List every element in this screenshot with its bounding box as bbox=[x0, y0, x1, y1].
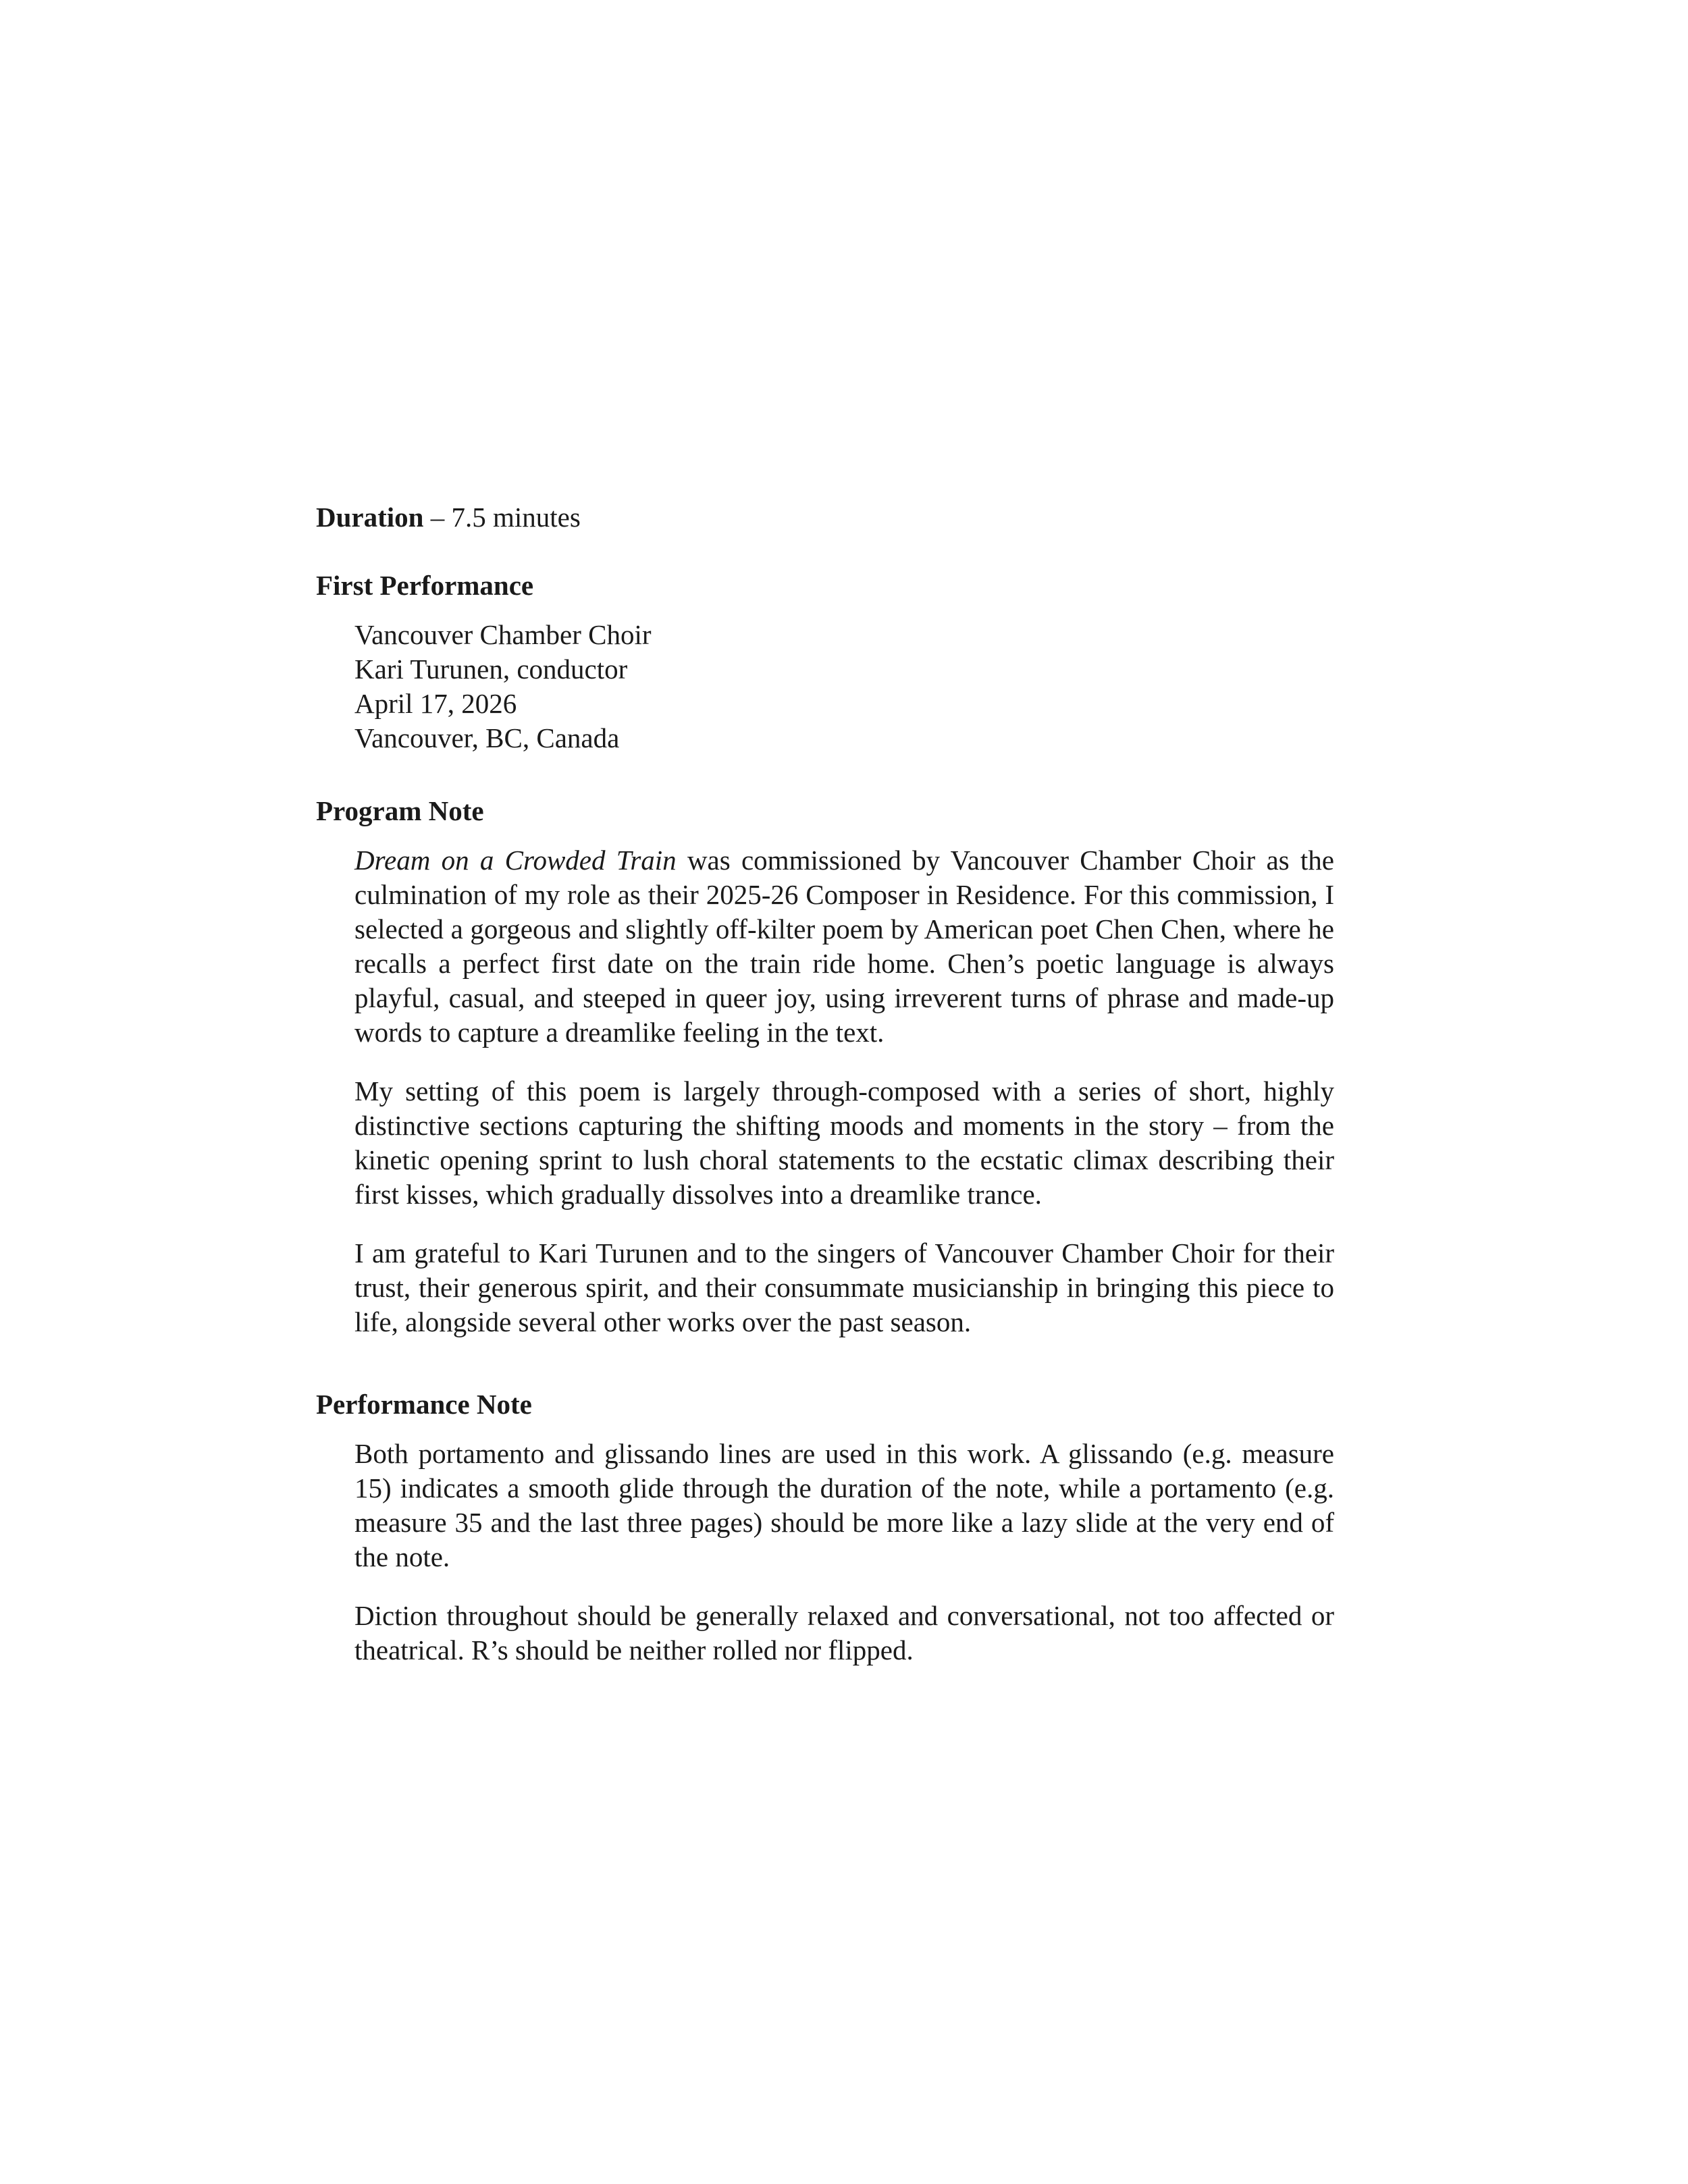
program-note-body bbox=[316, 843, 1334, 1339]
ensemble-name: Vancouver Chamber Choir bbox=[354, 619, 652, 650]
work-title: Dream on a Crowded Train bbox=[354, 845, 677, 876]
performance-date: April 17, 2026 bbox=[354, 688, 517, 719]
duration-label: Duration bbox=[316, 502, 424, 533]
program-note-paragraph-1-text: was commissioned by Vancouver Chamber Choir as the culmination of my role as their 2025-26 Composer in Residence. For this commission, I selected a gorgeous and slightly off-kilter poem by American poet Chen Chen, where he recalls a perfect first date on the train ride home. Chen’s poetic language is always playful, casual, and steeped in queer joy, using irreverent turns of phrase and made-up words to capture a dreamlike feeling in the text. bbox=[354, 845, 1335, 1048]
performance-note-body bbox=[316, 1437, 1334, 1668]
program-note-heading: Program Note bbox=[316, 795, 484, 826]
performance-note-paragraph-2: Diction throughout should be generally relaxed and conversational, not too affected or theatrical. R’s should be neither rolled nor flipped. bbox=[354, 1600, 1334, 1666]
duration-value: 7.5 minutes bbox=[451, 502, 581, 533]
program-note-paragraph-2: My setting of this poem is largely through-composed with a series of short, highly distinctive sections capturing the shifting moods and moments in the story – from the kinetic opening sprint to lush choral statements to the ecstatic climax describing their first kisses, which gradually dissolves into a dreamlike trance. bbox=[354, 1075, 1334, 1210]
document-page bbox=[316, 498, 1334, 1668]
program-note-paragraph-3: I am grateful to Kari Turunen and to the singers of Vancouver Chamber Choir for their trust, their generous spirit, and their consummate musicianship in bringing this piece to life, alongside several other works over the past season. bbox=[354, 1237, 1334, 1337]
first-performance-heading: First Performance bbox=[316, 570, 534, 601]
duration-line bbox=[316, 498, 1334, 536]
duration-separator: – bbox=[423, 502, 452, 533]
first-performance-details bbox=[316, 618, 1334, 755]
performance-note-paragraph-1: Both portamento and glissando lines are used in this work. A glissando (e.g. measure 15) indicates a smooth glide through the duration of the note, while a portamento (e.g. measure 35 and the last three pages) should be more like a lazy slide at the very end of the note. bbox=[354, 1438, 1334, 1572]
performance-note-heading: Performance Note bbox=[316, 1389, 532, 1420]
conductor-name: Kari Turunen, conductor bbox=[354, 654, 628, 685]
program-note-paragraph-1 bbox=[354, 843, 1334, 1050]
performance-location: Vancouver, BC, Canada bbox=[354, 722, 620, 753]
